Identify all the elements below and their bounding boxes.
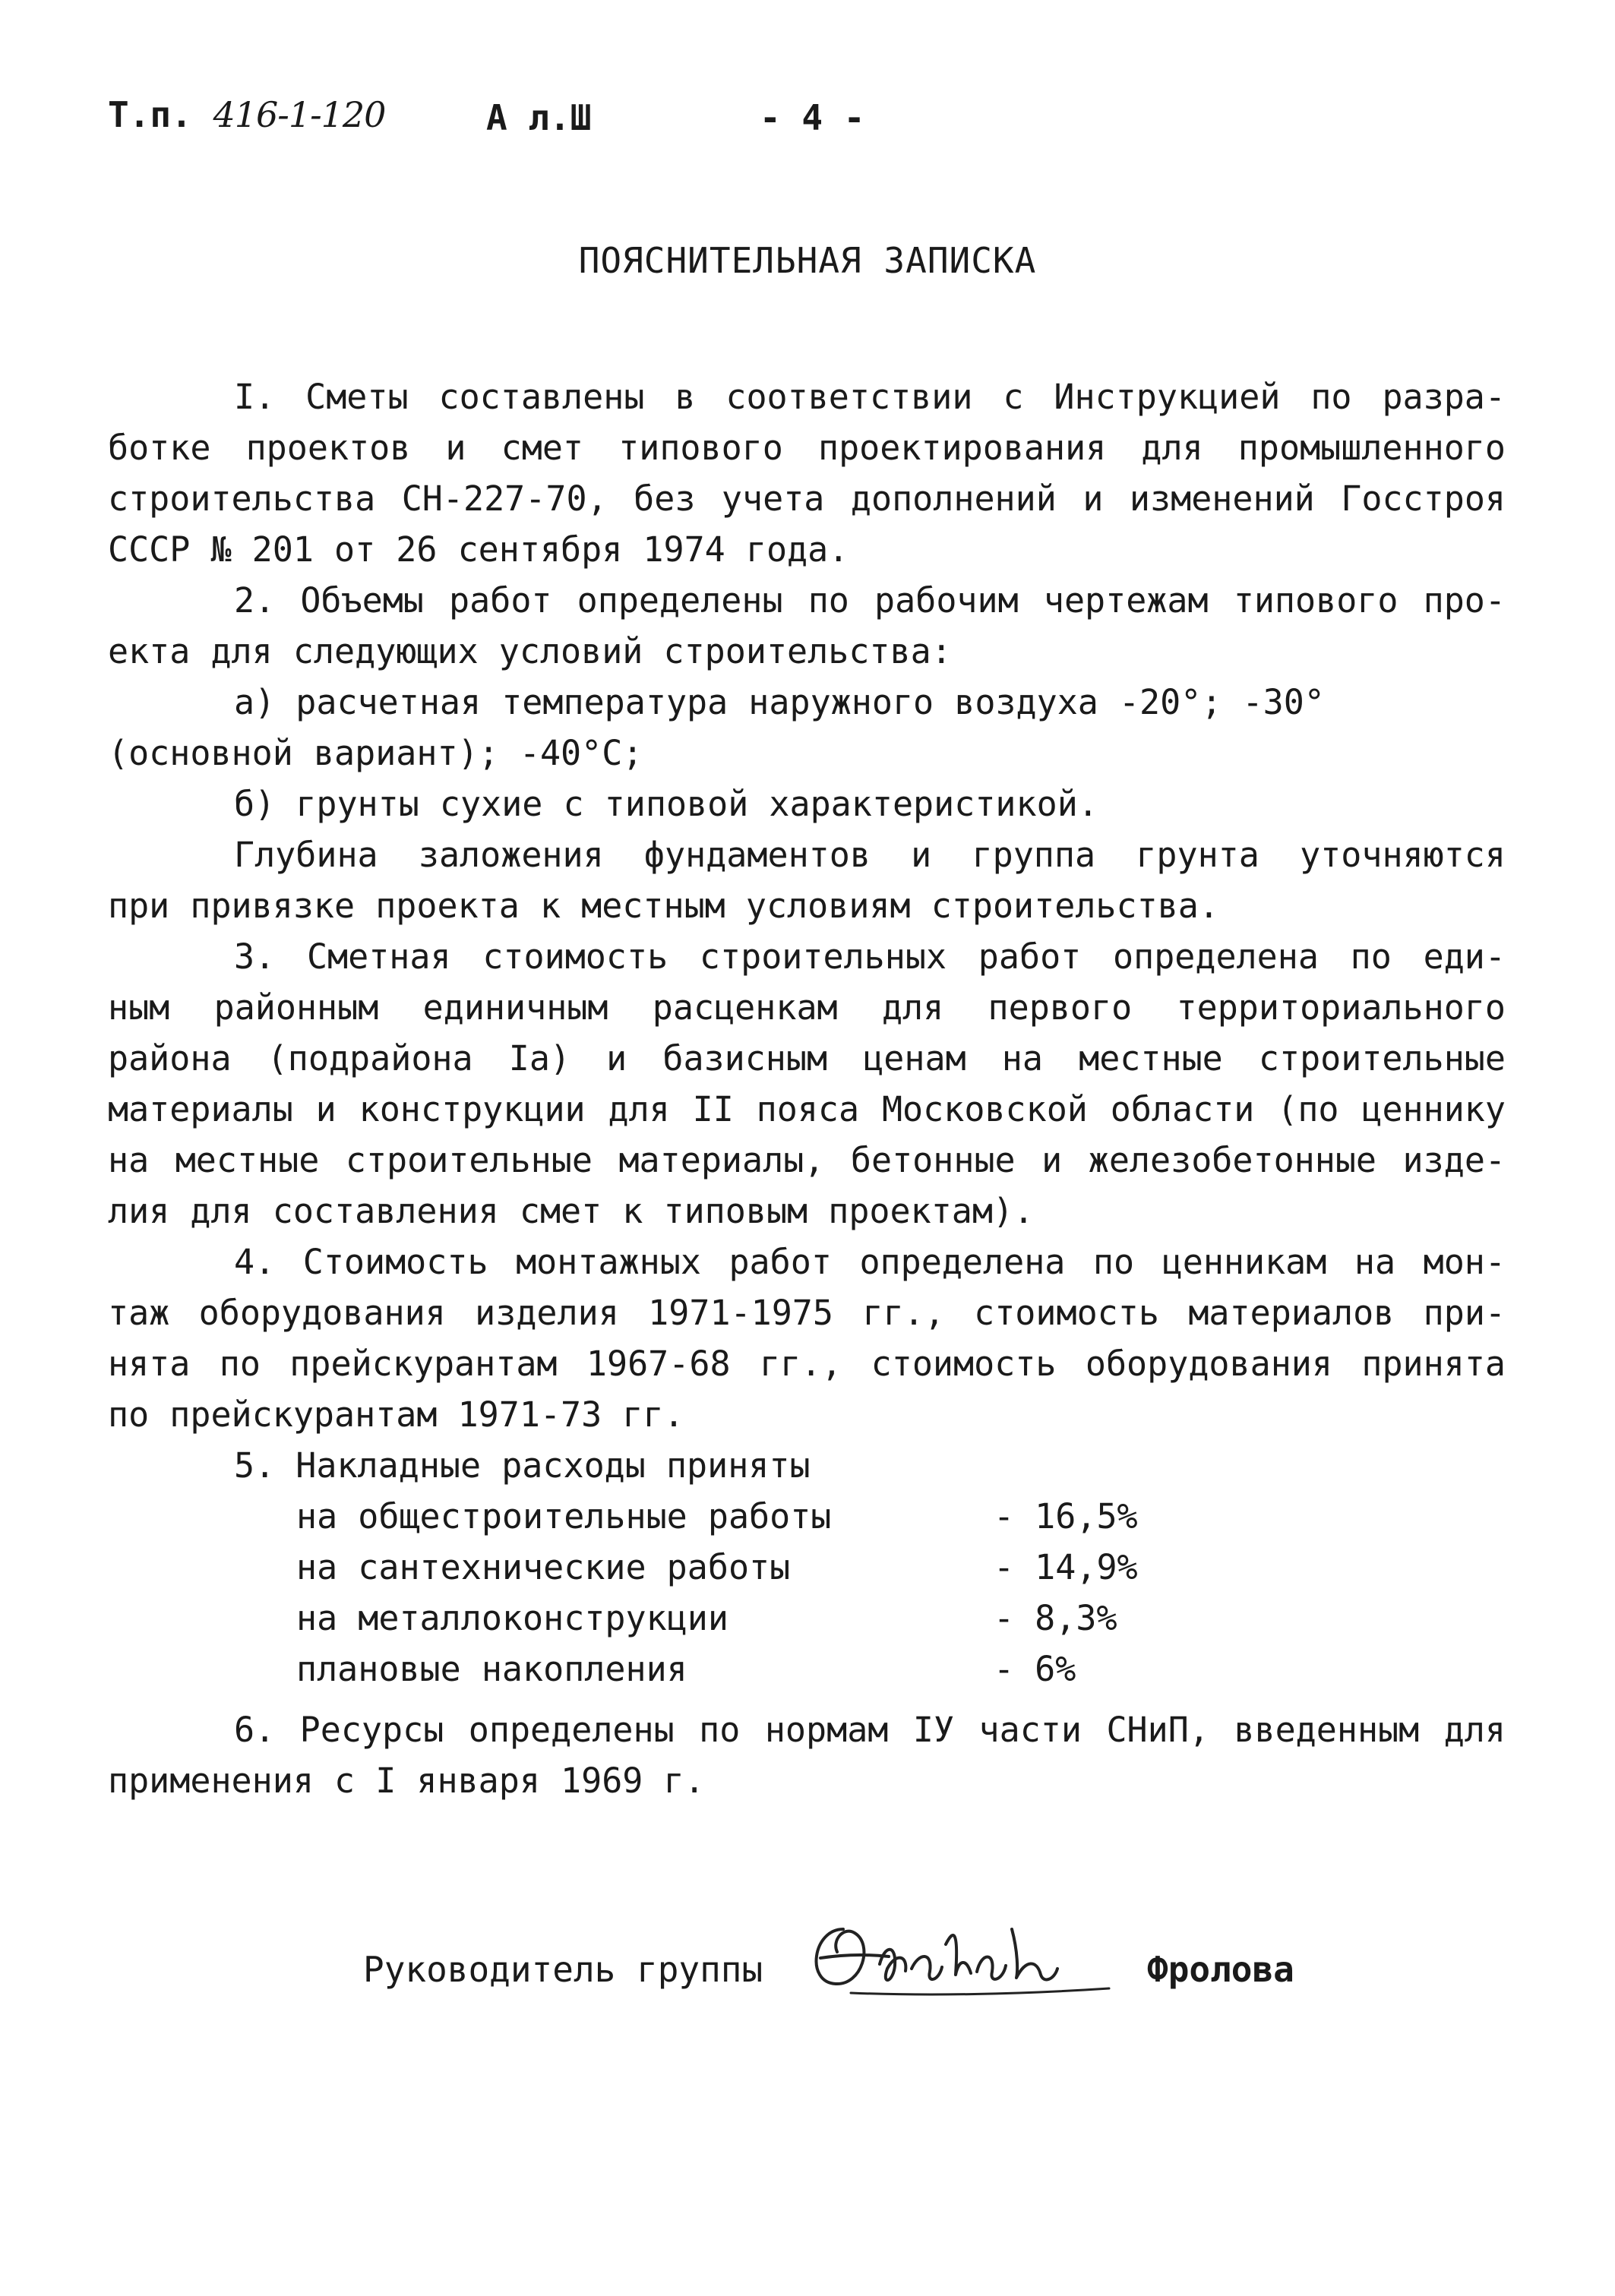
overhead-value: - 6% xyxy=(994,1649,1076,1689)
body-line: применения с I января 1969 г. xyxy=(108,1761,705,1801)
overhead-label: на общестроительные работы xyxy=(296,1496,832,1536)
body-line: 6. Ресурсы определены по нормам IУ части СНиП, введенным для xyxy=(234,1710,1506,1750)
page-number: - 4 - xyxy=(760,97,865,138)
overhead-value: - 16,5% xyxy=(994,1496,1138,1536)
body-line: 4. Стоимость монтажных работ определена по ценникам на мон- xyxy=(234,1242,1506,1282)
body-line: при привязке проекта к местным условиям строительства. xyxy=(108,886,1219,926)
body-line: екта для следующих условий строительства: xyxy=(108,631,952,671)
body-line: строительства СН-227-70, без учета дополнений и изменений Госстроя xyxy=(108,478,1506,519)
signatory-name: Фролова xyxy=(1147,1949,1294,1990)
overhead-value: - 8,3% xyxy=(994,1598,1117,1638)
body-line: ботке проектов и смет типового проектирования для промышленного xyxy=(108,428,1506,468)
body-line: по прейскурантам 1971-73 гг. xyxy=(108,1394,684,1435)
document-title: ПОЯСНИТЕЛЬНАЯ ЗАПИСКА xyxy=(578,240,1037,281)
album-sheet-label: А л.Ш xyxy=(486,97,592,138)
body-line: 2. Объемы работ определены по рабочим чертежам типового про- xyxy=(234,580,1506,621)
body-line-temperature: а) расчетная температура наружного воздуха -20°; -30° xyxy=(234,682,1325,722)
overhead-label: плановые накопления xyxy=(296,1649,687,1689)
body-line: таж оборудования изделия 1971-1975 гг., стоимость материалов при- xyxy=(108,1293,1506,1333)
signatory-position: Руководитель группы xyxy=(363,1949,763,1990)
body-line: б) грунты сухие с типовой характеристикой. xyxy=(234,784,1098,824)
overhead-value: - 14,9% xyxy=(994,1547,1138,1587)
body-line: СССР № 201 от 26 сентября 1974 года. xyxy=(108,529,849,570)
body-line: I. Сметы составлены в соответствии с Инструкцией по разра- xyxy=(234,377,1506,417)
body-line: материалы и конструкции для II пояса Московской области (по ценнику xyxy=(108,1089,1506,1129)
body-line: ным районным единичным расценкам для первого территориального xyxy=(108,987,1506,1028)
overhead-label: на металлоконструкции xyxy=(296,1598,728,1638)
body-line: района (подрайона Ia) и базисным ценам на местные строительные xyxy=(108,1038,1506,1079)
body-line: (основной вариант); -40°С; xyxy=(108,733,643,773)
body-line: 3. Сметная стоимость строительных работ определена по еди- xyxy=(234,936,1506,977)
document-number-handwritten: 416-1-120 xyxy=(213,94,386,135)
handwritten-signature xyxy=(790,1899,1124,2013)
body-line: на местные строительные материалы, бетонные и железобетонные изде- xyxy=(108,1140,1506,1180)
overhead-label: на сантехнические работы xyxy=(296,1547,791,1587)
body-line: нята по прейскурантам 1967-68 гг., стоимость оборудования принята xyxy=(108,1344,1506,1384)
document-code xyxy=(108,94,386,135)
document-code-prefix: Т.п. xyxy=(108,94,213,135)
body-line: 5. Накладные расходы приняты xyxy=(234,1445,811,1486)
body-line: Глубина заложения фундаментов и группа грунта уточняются xyxy=(234,835,1506,875)
body-line: лия для составления смет к типовым проектам). xyxy=(108,1191,1035,1231)
